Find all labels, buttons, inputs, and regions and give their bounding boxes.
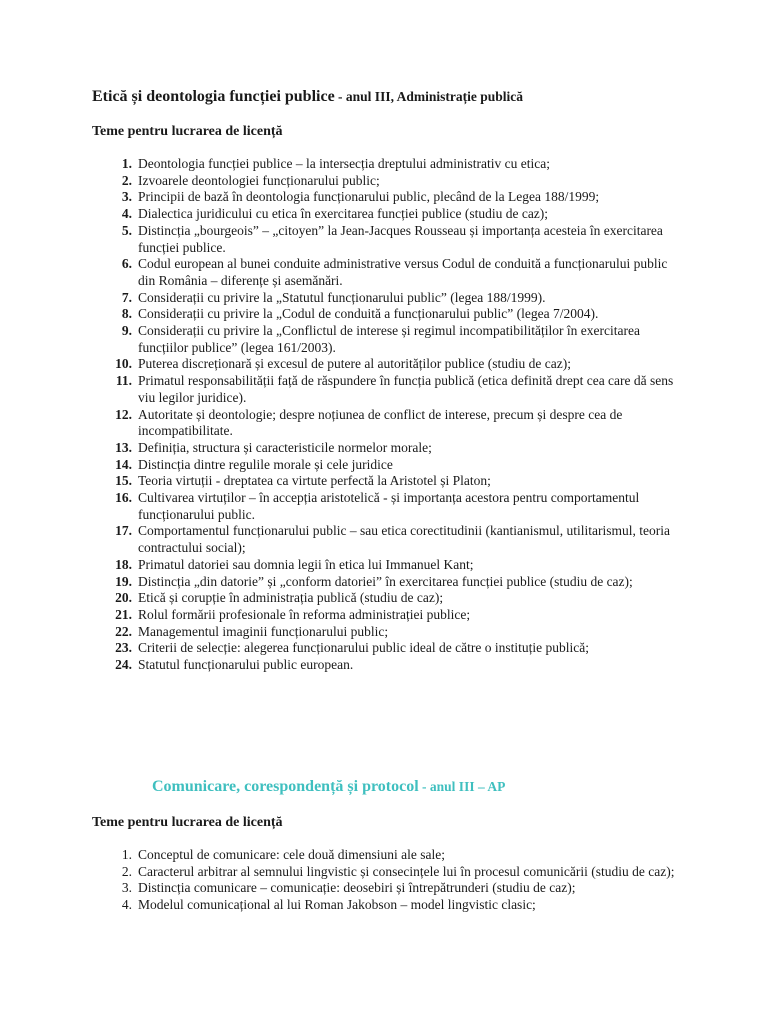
section1-heading — [92, 88, 523, 106]
item-number: 9. — [121, 323, 132, 339]
item-number: 17. — [115, 523, 132, 539]
item-text: Criterii de selecție: alegerea funcționarului public ideal de către o instituție publică; — [138, 640, 589, 656]
list-item — [110, 607, 680, 624]
list-item — [110, 490, 680, 523]
item-number: 22. — [115, 623, 132, 639]
list-item — [110, 864, 680, 881]
list-item — [110, 640, 680, 657]
list-item — [110, 173, 680, 190]
item-text: Considerații cu privire la „Codul de conduită a funcționarului public” (legea 7/2004). — [138, 306, 599, 322]
list-item — [110, 373, 680, 406]
item-number: 18. — [115, 556, 132, 572]
list-item — [110, 657, 680, 674]
item-text: Izvoarele deontologiei funcționarului public; — [138, 172, 380, 188]
section1-title: Etică și deontologia funcției publice — [92, 88, 335, 105]
list-item — [110, 256, 680, 289]
section2-heading — [152, 778, 505, 796]
item-number: 5. — [121, 222, 132, 238]
list-item — [110, 440, 680, 457]
item-number: 6. — [121, 256, 132, 272]
list-item — [110, 880, 680, 897]
item-text: Deontologia funcției publice – la intersecția dreptului administrativ cu etica; — [138, 156, 550, 171]
item-number: 23. — [115, 640, 132, 656]
section2-topic-list — [110, 847, 680, 914]
list-item — [110, 189, 680, 206]
item-text: Puterea discreționară și excesul de putere al autorităților publice (studiu de caz); — [138, 356, 571, 372]
list-item — [110, 356, 680, 373]
section2-title-suffix: - anul III – AP — [418, 779, 506, 794]
item-number: 1. — [121, 847, 132, 862]
item-text: Rolul formării profesionale în reforma administrației publice; — [138, 606, 471, 622]
item-text: Managementul imaginii funcționarului public; — [138, 623, 389, 639]
item-text: Caracterul arbitrar al semnului lingvistic și consecințele lui în procesul comunicării (studiu de caz); — [138, 863, 675, 879]
list-item — [110, 847, 680, 864]
item-text: Principii de bază în deontologia funcționarului public, plecând de la Legea 188/1999; — [138, 189, 600, 205]
item-text: Considerații cu privire la „Conflictul de interese și regimul incompatibilităților în exercitarea funcțiilor publice” (legea 161/2003). — [138, 323, 640, 355]
list-item — [110, 206, 680, 223]
item-number: 2. — [121, 863, 132, 879]
list-item — [110, 590, 680, 607]
item-text: Definiția, structura și caracteristicile normelor morale; — [138, 439, 432, 455]
item-number: 19. — [115, 573, 132, 589]
item-number: 13. — [115, 439, 132, 455]
section1-title-suffix: - anul III, Administrație publică — [334, 89, 523, 104]
section2-title: Comunicare, corespondență și protocol — [152, 778, 419, 795]
item-text: Comportamentul funcționarului public – sau etica corectitudinii (kantianismul, utilitarismul, teoria contractului social); — [138, 523, 670, 556]
item-text: Etică și corupție în administrația publică (studiu de caz); — [138, 590, 444, 606]
item-number: 3. — [121, 189, 132, 205]
item-text: Dialectica juridicului cu etica în exercitarea funcției publice (studiu de caz); — [138, 206, 549, 222]
item-text: Conceptul de comunicare: cele două dimensiuni ale sale; — [138, 847, 446, 862]
item-text: Distincția „bourgeois” – „citoyen” la Jean-Jacques Rousseau și importanța acesteia în exercitarea funcției publice. — [138, 222, 663, 255]
section1-topic-list — [110, 156, 680, 674]
item-number: 14. — [115, 456, 132, 472]
item-text: Modelul comunicațional al lui Roman Jakobson – model lingvistic clasic; — [138, 897, 536, 913]
item-number: 10. — [115, 356, 132, 372]
section2-subtitle: Teme pentru lucrarea de licență — [92, 815, 283, 830]
item-number: 7. — [121, 289, 132, 305]
item-number: 21. — [115, 606, 132, 622]
item-number: 2. — [121, 172, 132, 188]
section1-subtitle: Teme pentru lucrarea de licență — [92, 124, 283, 139]
item-number: 1. — [121, 156, 132, 171]
item-text: Codul european al bunei conduite administrative versus Codul de conduită a funcționarului public din România – diferențe și asemănări. — [138, 256, 668, 288]
list-item — [110, 523, 680, 556]
item-number: 4. — [121, 897, 132, 913]
item-text: Cultivarea virtuților – în accepția aristotelică - și importanța acestora pentru comportamentul funcționarului public. — [138, 490, 640, 522]
item-text: Statutul funcționarului public european. — [138, 657, 354, 673]
item-number: 11. — [115, 373, 132, 389]
list-item — [110, 407, 680, 440]
item-text: Distincția „din datorie” și „conform datoriei” în exercitarea funcției publice (studiu de caz); — [138, 573, 633, 589]
list-item — [110, 897, 680, 914]
item-number: 12. — [115, 406, 132, 422]
list-item — [110, 156, 680, 173]
list-item — [110, 473, 680, 490]
list-item — [110, 574, 680, 591]
list-item — [110, 624, 680, 641]
item-number: 3. — [121, 880, 132, 896]
list-item — [110, 290, 680, 307]
item-number: 24. — [115, 657, 132, 673]
list-item — [110, 457, 680, 474]
item-number: 4. — [121, 206, 132, 222]
list-item — [110, 557, 680, 574]
item-text: Primatul datoriei sau domnia legii în etica lui Immanuel Kant; — [138, 556, 474, 572]
item-text: Distincția comunicare – comunicație: deosebiri și întrepătrunderi (studiu de caz); — [138, 880, 576, 896]
item-number: 8. — [121, 306, 132, 322]
list-item — [110, 306, 680, 323]
list-item — [110, 323, 680, 356]
item-number: 16. — [115, 490, 132, 506]
item-text: Teoria virtuții - dreptatea ca virtute perfectă la Aristotel și Platon; — [138, 473, 491, 489]
item-text: Autoritate și deontologie; despre noțiunea de conflict de interese, precum și despre cea de incompatibilitate. — [138, 406, 623, 439]
item-number: 15. — [115, 473, 132, 489]
list-item — [110, 223, 680, 256]
item-number: 20. — [115, 590, 132, 606]
item-text: Primatul responsabilității față de răspundere în funcția publică (etica definită drept cea care dă sens viu legilor juridice). — [138, 373, 674, 405]
item-text: Distincția dintre regulile morale și cele juridice — [138, 456, 393, 472]
item-text: Considerații cu privire la „Statutul funcționarului public” (legea 188/1999). — [138, 289, 546, 305]
